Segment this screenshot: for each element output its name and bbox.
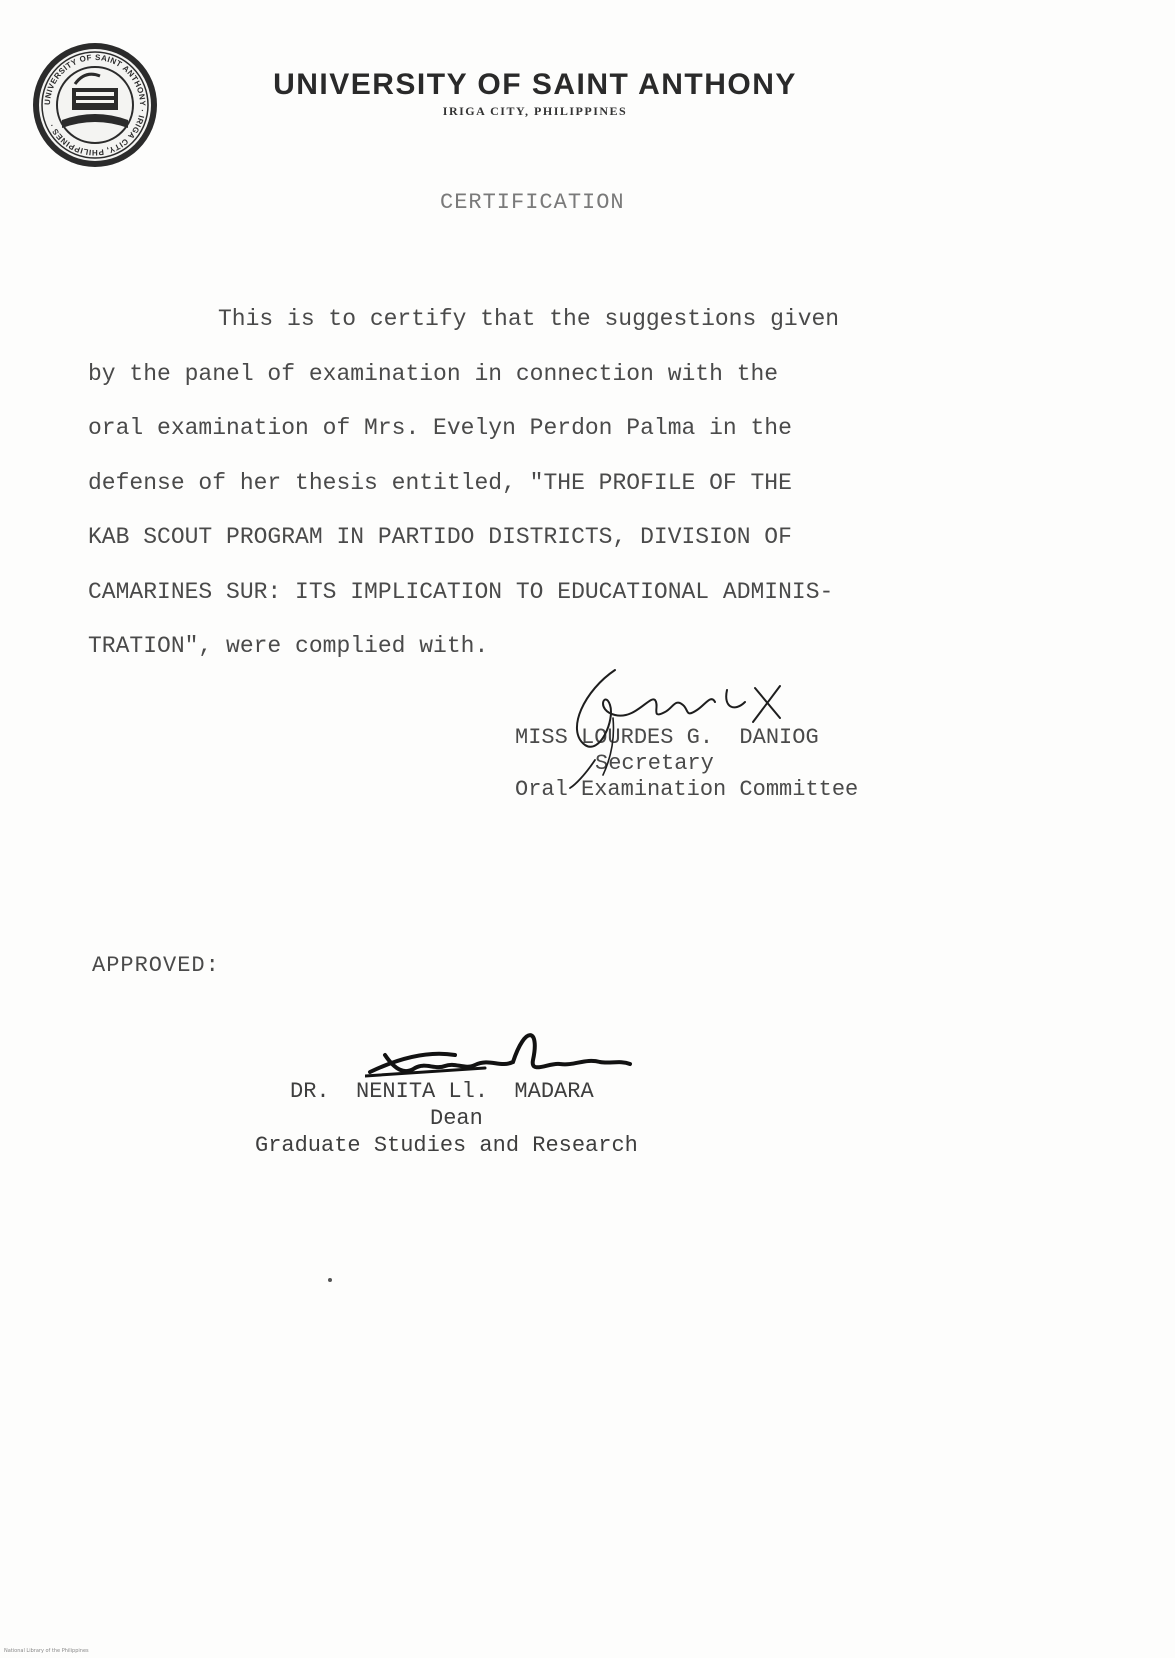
committee-name: Oral Examination Committee [515,777,859,802]
body-line: defense of her thesis entitled, "THE PROFILE OF THE [88,469,792,496]
body-line: TRATION", were complied with. [88,633,489,659]
university-name: UNIVERSITY OF SAINT ANTHONY [273,68,797,101]
approved-label: APPROVED: [92,953,220,978]
svg-text:UNIVERSITY OF SAINT ANTHONY ·: UNIVERSITY OF SAINT ANTHONY · IRIGA CITY, PHILIPPINES · [42,52,148,158]
dean-signature-block [255,1078,638,1159]
paper-speck [328,1278,332,1282]
body-line: oral examination of Mrs. Evelyn Perdon Palma in the [88,415,792,441]
body-line: CAMARINES SUR: ITS IMPLICATION TO EDUCATIONAL ADMINIS- [88,578,834,605]
dean-title: Dean [430,1106,483,1131]
handwritten-signature-icon [365,1020,645,1090]
certification-body [88,292,988,674]
secretary-name: MISS LOURDES G. DANIOG [515,725,819,750]
body-line: This is to certify that the suggestions given [218,306,840,332]
body-line: by the panel of examination in connection with the [88,360,779,387]
university-location: IRIGA CITY, PHILIPPINES [442,104,628,118]
secretary-title: Secretary [595,751,714,776]
handwritten-signature-icon [555,650,815,790]
university-seal-icon [30,40,160,170]
footer-note: National Library of the Philippines [4,1648,89,1654]
body-line: KAB SCOUT PROGRAM IN PARTIDO DISTRICTS, DIVISION OF [88,524,792,550]
dean-name: DR. NENITA Ll. MADARA [290,1079,594,1104]
document-title: CERTIFICATION [440,190,625,215]
dean-department: Graduate Studies and Research [255,1133,638,1158]
